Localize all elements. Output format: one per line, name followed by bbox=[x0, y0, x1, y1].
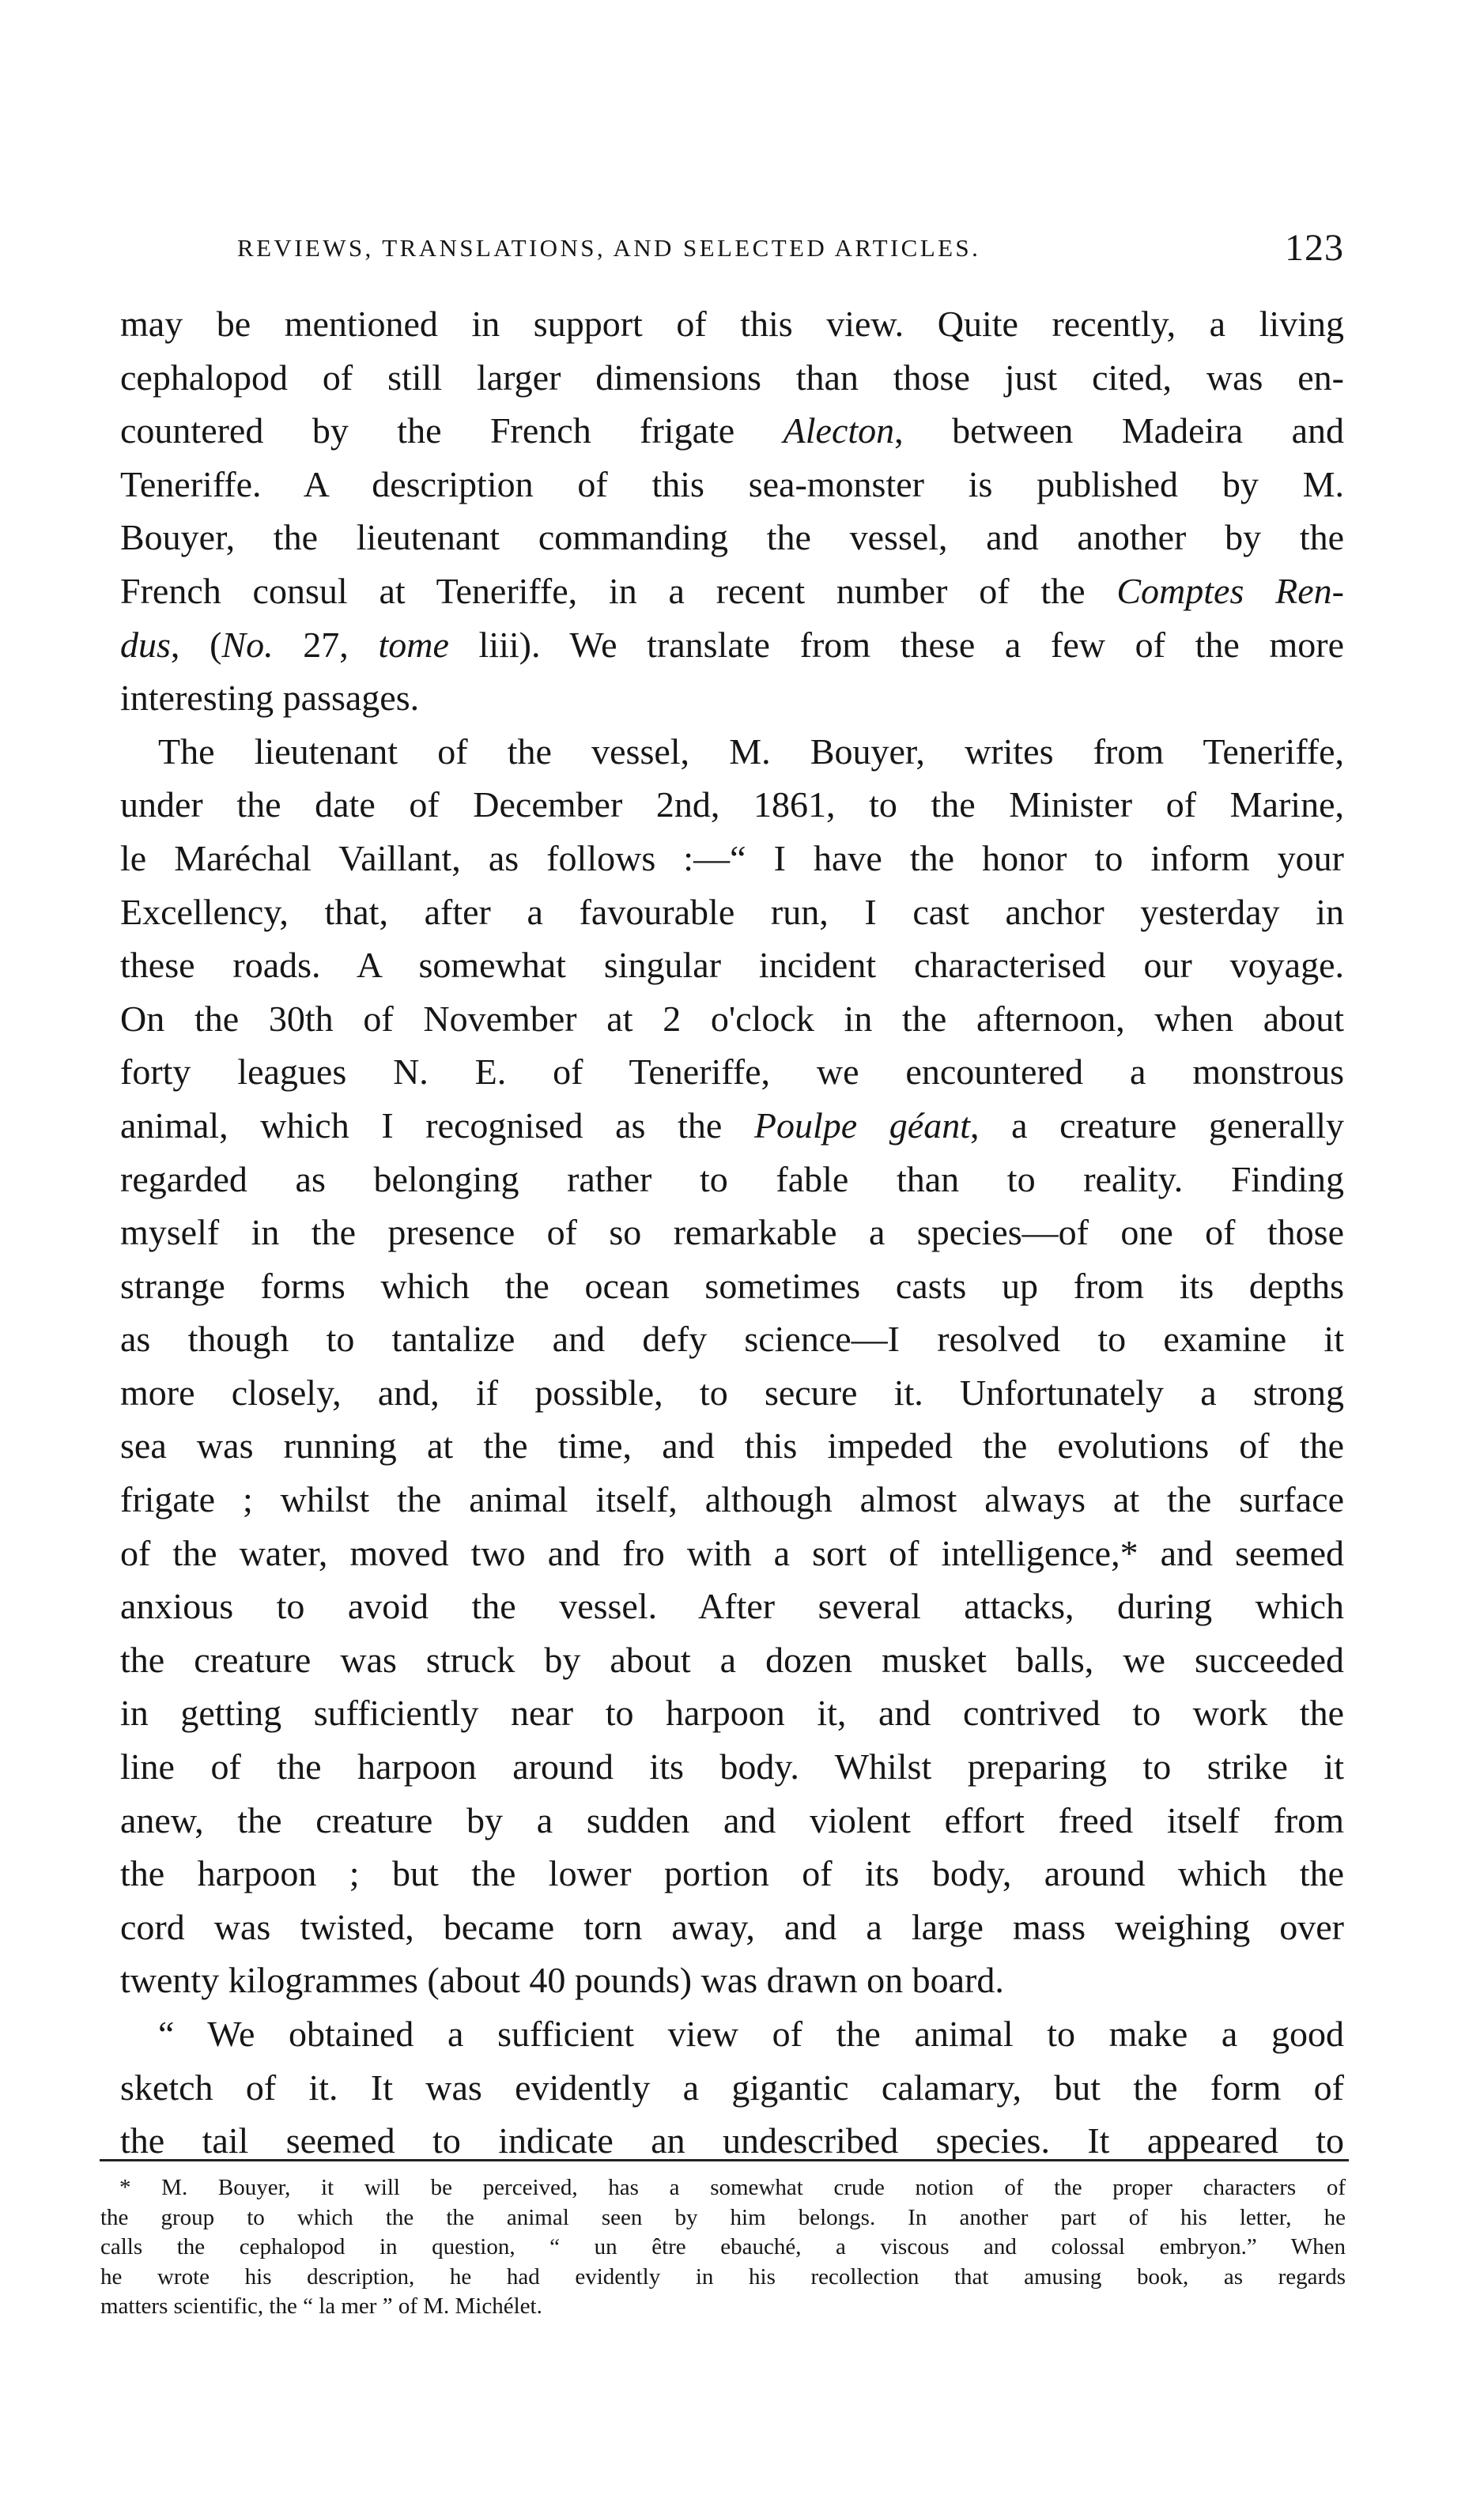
text-line: Bouyer, the lieutenant commanding the vessel, and another by the bbox=[120, 517, 1344, 558]
text-line: “ We obtained a sufficient view of the animal to make a good bbox=[158, 2014, 1344, 2054]
text-line: cord was twisted, became torn away, and a large mass weighing over bbox=[120, 1906, 1344, 1947]
text-line: The lieutenant of the vessel, M. Bouyer, writes from Teneriffe, bbox=[158, 730, 1344, 772]
text-line: sketch of it. It was evidently a gigantic calamary, but the form of bbox=[120, 2067, 1344, 2108]
text-line: these roads. A somewhat singular incident characterised our voyage. bbox=[120, 945, 1344, 986]
text-line: French consul at Teneriffe, in a recent number of the Comptes Ren- bbox=[120, 570, 1344, 611]
text-line: anew, the creature by a sudden and violent effort freed itself from bbox=[120, 1799, 1344, 1840]
running-header bbox=[119, 226, 1344, 274]
footnote bbox=[100, 2173, 1346, 2322]
text-line: interesting passages. bbox=[120, 678, 420, 719]
text-line: forty leagues N. E. of Teneriffe, we encountered a monstrous bbox=[120, 1051, 1344, 1093]
footnote-line: * M. Bouyer, it will be perceived, has a somewhat crude notion of the proper characters of bbox=[119, 2175, 1346, 2200]
running-title: REVIEWS, TRANSLATIONS, AND SELECTED ARTICLES. bbox=[237, 234, 981, 262]
footnote-line: calls the cephalopod in question, “ un être ebauché, a viscous and colossal embryon.” When bbox=[100, 2234, 1346, 2259]
text-line: the harpoon ; but the lower portion of its body, around which the bbox=[120, 1853, 1344, 1894]
body-text bbox=[120, 297, 1344, 2168]
text-line: Excellency, that, after a favourable run, I cast anchor yesterday in bbox=[120, 891, 1344, 932]
text-line: under the date of December 2nd, 1861, to the Minister of Marine, bbox=[120, 784, 1344, 825]
text-line: Teneriffe. A description of this sea-monster is published by M. bbox=[120, 463, 1344, 504]
text-line: in getting sufficiently near to harpoon it, and contrived to work the bbox=[120, 1693, 1344, 1734]
text-line: animal, which I recognised as the Poulpe géant, a creature generally bbox=[120, 1104, 1344, 1146]
footnote-line: the group to which the the animal seen by him belongs. In another part of his letter, he bbox=[100, 2204, 1346, 2230]
text-line: twenty kilogrammes (about 40 pounds) was drawn on board. bbox=[120, 1960, 1004, 2001]
page-number: 123 bbox=[1285, 227, 1344, 269]
text-line: sea was running at the time, and this impeded the evolutions of the bbox=[120, 1425, 1344, 1467]
text-line: frigate ; whilst the animal itself, although almost always at the surface bbox=[120, 1479, 1344, 1520]
text-line: may be mentioned in support of this view. Quite recently, a living bbox=[120, 304, 1344, 344]
footnote-line: he wrote his description, he had evidently in his recollection that amusing book, as regards bbox=[100, 2263, 1346, 2290]
footnote-line: matters scientific, the “ la mer ” of M. Michélet. bbox=[100, 2293, 542, 2319]
text-line: cephalopod of still larger dimensions than those just cited, was en- bbox=[120, 357, 1344, 398]
text-line: the tail seemed to indicate an undescribed species. It appeared to bbox=[120, 2120, 1344, 2161]
text-line: countered by the French frigate Alecton, between Madeira and bbox=[120, 410, 1344, 451]
text-line: anxious to avoid the vessel. After several attacks, during which bbox=[120, 1586, 1344, 1627]
text-line: myself in the presence of so remarkable a species—of one of those bbox=[120, 1212, 1344, 1253]
text-line: le Maréchal Vaillant, as follows :—“ I have the honor to inform your bbox=[120, 837, 1344, 878]
text-line: line of the harpoon around its body. Whilst preparing to strike it bbox=[120, 1746, 1344, 1788]
text-line: dus, (No. 27, tome liii). We translate from these a few of the more bbox=[120, 624, 1345, 665]
text-line: regarded as belonging rather to fable than to reality. Finding bbox=[120, 1158, 1344, 1199]
text-line: strange forms which the ocean sometimes casts up from its depths bbox=[120, 1265, 1344, 1306]
footnote-divider bbox=[100, 2159, 1349, 2161]
text-line: On the 30th of November at 2 o'clock in the afternoon, when about bbox=[120, 998, 1344, 1039]
text-line: more closely, and, if possible, to secure it. Unfortunately a strong bbox=[120, 1372, 1344, 1413]
text-line: the creature was struck by about a dozen musket balls, we succeeded bbox=[120, 1639, 1344, 1680]
text-line: of the water, moved two and fro with a sort of intelligence,* and seemed bbox=[120, 1532, 1344, 1573]
text-line: as though to tantalize and defy science—I resolved to examine it bbox=[120, 1319, 1344, 1360]
